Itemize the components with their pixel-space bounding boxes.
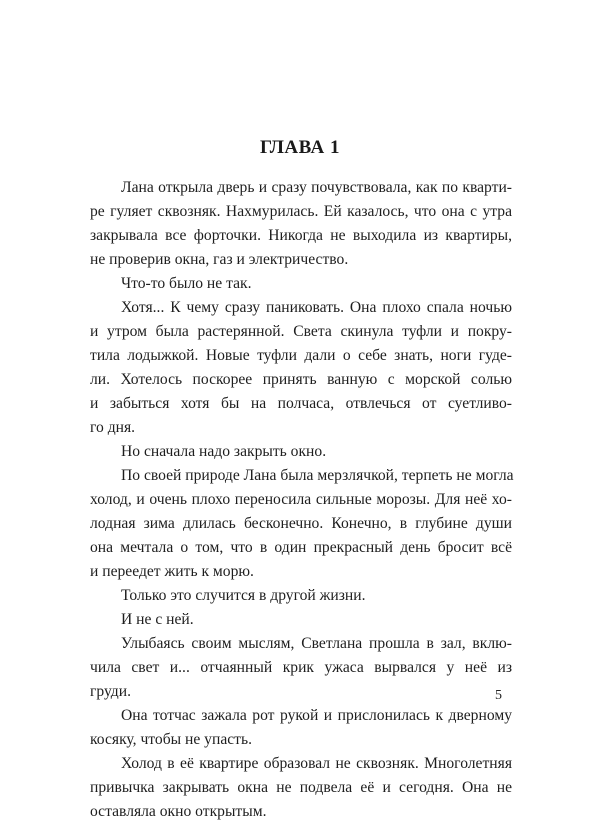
text-line: ли. Хотелось поскорее принять ванную с морской солью bbox=[90, 371, 512, 388]
text-line: привычка закрывать окна не подвела её и сегодня. Она не bbox=[90, 779, 512, 796]
text-line: она мечтала о том, что в один прекрасный день бросит всё bbox=[90, 539, 512, 556]
text-line: Холод в её квартире образовал не сквозняк. Многолетняя bbox=[121, 755, 512, 772]
text-line: оставляла окно открытым. bbox=[90, 803, 267, 820]
text-line: не проверив окна, газ и электричество. bbox=[90, 251, 349, 268]
text-line: Только это случится в другой жизни. bbox=[121, 587, 366, 604]
chapter-body-text bbox=[90, 176, 512, 824]
chapter-title: ГЛАВА 1 bbox=[259, 137, 341, 158]
text-line: го дня. bbox=[90, 419, 136, 436]
text-line: закрывала все форточки. Никогда не выходила из квартиры, bbox=[90, 227, 512, 244]
text-line: косяку, чтобы не упасть. bbox=[90, 731, 252, 748]
text-line: и переедет жить к морю. bbox=[90, 563, 254, 580]
text-line: тила лодыжкой. Новые туфли дали о себе знать, ноги гуде- bbox=[90, 347, 512, 364]
text-line: холод, и очень плохо переносила сильные морозы. Для неё хо- bbox=[90, 491, 512, 508]
text-line: Хотя... К чему сразу паниковать. Она плохо спала ночью bbox=[121, 299, 512, 316]
text-line: и забыться хотя бы на полчаса, отвлечься от суетливо- bbox=[90, 395, 512, 412]
page-number: 5 bbox=[495, 688, 502, 703]
text-line: Лана открыла дверь и сразу почувствовала, как по кварти- bbox=[121, 179, 512, 196]
text-line: чила свет и... отчаянный крик ужаса вырвался у неё из bbox=[90, 659, 512, 676]
text-line: Но сначала надо закрыть окно. bbox=[121, 443, 327, 460]
text-line: И не с ней. bbox=[121, 611, 194, 628]
text-line: Что-то было не так. bbox=[121, 275, 252, 292]
text-line: Она тотчас зажала рот рукой и прислонилась к дверному bbox=[121, 707, 512, 724]
text-line: Улыбаясь своим мыслям, Светлана прошла в зал, вклю- bbox=[121, 635, 512, 652]
text-line: и утром была растерянной. Света скинула туфли и покру- bbox=[90, 323, 512, 340]
text-line: лодная зима длилась бесконечно. Конечно, в глубине души bbox=[90, 515, 512, 532]
text-line: груди. bbox=[90, 683, 131, 700]
text-line: По своей природе Лана была мерзлячкой, терпеть не могла bbox=[121, 467, 514, 484]
text-line: ре гуляет сквозняк. Нахмурилась. Ей казалось, что она с утра bbox=[90, 203, 512, 220]
